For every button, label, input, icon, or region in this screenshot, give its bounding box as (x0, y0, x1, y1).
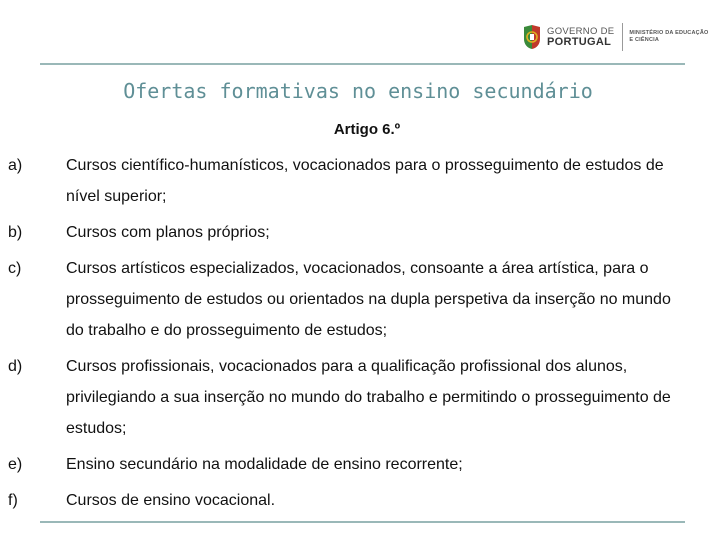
list-item-text: Cursos com planos próprios; (66, 224, 270, 241)
list-item (0, 449, 700, 480)
portugal-emblem-icon (521, 23, 543, 51)
list-item (0, 485, 700, 516)
gov-line-1: GOVERNO DE (547, 26, 615, 37)
ministry-line-1: MINISTÉRIO DA EDUCAÇÃO (629, 30, 709, 36)
gov-line-2: PORTUGAL (547, 36, 612, 48)
list-marker: d) (8, 358, 23, 375)
list-item-text: Cursos científico-humanísticos, vocacionados para o prosseguimento de estudos de nível superior; (66, 157, 664, 205)
list-marker: b) (8, 224, 23, 241)
list-item-text: Cursos profissionais, vocacionados para a qualificação profissional dos alunos, privilegiando a sua inserção no mundo do trabalho e permitindo o prosseguimento de estudos; (66, 358, 671, 437)
list-item (0, 253, 700, 346)
slide-title: Ofertas formativas no ensino secundário (123, 79, 593, 103)
list-item-text: Cursos artísticos especializados, vocacionados, consoante a área artística, para o prosseguimento de estudos ou orientados na dupla perspetiva da inserção no mundo do trabalho e do prosseguimento de estudos; (66, 260, 671, 339)
offers-list (0, 150, 700, 521)
list-item (0, 217, 700, 248)
list-marker: a) (8, 157, 23, 174)
list-marker: f) (8, 492, 18, 509)
ministry-text (629, 30, 708, 44)
bottom-divider (40, 521, 685, 523)
government-logo (521, 22, 708, 52)
list-marker: e) (8, 456, 23, 473)
gov-text (547, 26, 614, 48)
article-heading: Artigo 6.º (333, 121, 401, 138)
ministry-line-2: E CIÊNCIA (629, 37, 660, 43)
list-item-text: Cursos de ensino vocacional. (66, 492, 276, 509)
list-marker: c) (8, 260, 22, 277)
logo-divider (622, 23, 623, 51)
list-item-text: Ensino secundário na modalidade de ensino recorrente; (66, 456, 463, 473)
list-item (0, 150, 700, 212)
top-divider (40, 63, 685, 65)
list-item (0, 351, 700, 444)
